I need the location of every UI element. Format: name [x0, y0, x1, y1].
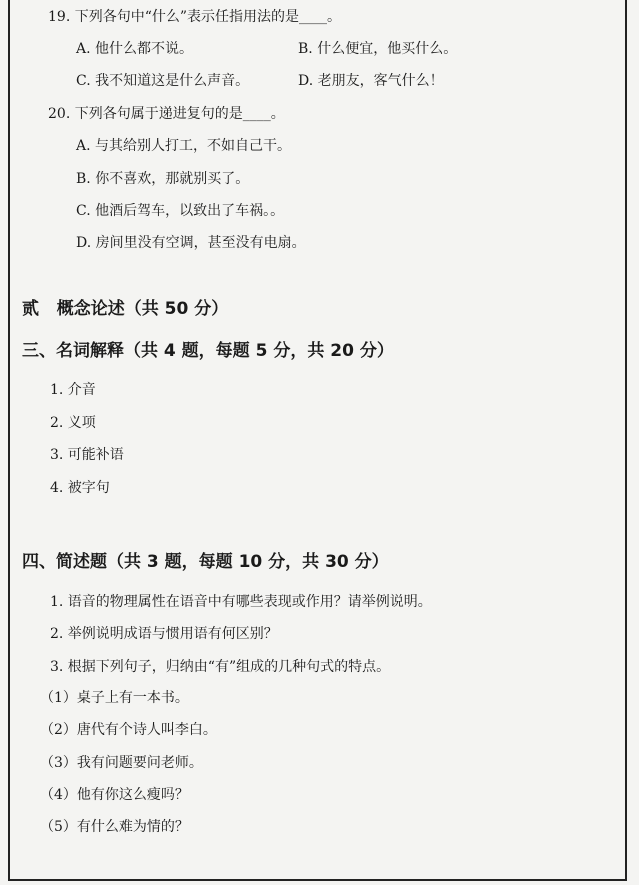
section3-item-4: 4. 被字句: [50, 480, 110, 496]
section4-item-1: 1. 语音的物理属性在语音中有哪些表现或作用？请举例说明。: [50, 594, 432, 610]
section4-subitem-1: （1）桌子上有一本书。: [40, 690, 189, 706]
section4-item-3: 3. 根据下列句子，归纳由“有”组成的几种句式的特点。: [50, 659, 391, 675]
q19-option-b: B. 什么便宜，他买什么。: [298, 41, 458, 57]
section4-title: 四、简述题（共 3 题，每题 10 分，共 30 分）: [22, 552, 389, 572]
page-frame: [8, 0, 627, 881]
section4-subitem-4: （4）他有你这么瘦吗？: [40, 787, 189, 803]
section3-item-1: 1. 介音: [50, 382, 96, 398]
q19-option-a: A. 他什么都不说。: [76, 41, 194, 57]
q20-option-c: C. 他酒后驾车，以致出了车祸。。: [76, 203, 285, 219]
section4-subitem-2: （2）唐代有个诗人叫李白。: [40, 722, 217, 738]
q20-stem: 20. 下列各句属于递进复句的是____。: [48, 106, 285, 122]
part2-title: 贰 概念论述（共 50 分）: [22, 299, 229, 319]
q20-option-d: D. 房间里没有空调，甚至没有电扇。: [76, 235, 306, 251]
section3-item-3: 3. 可能补语: [50, 447, 124, 463]
q20-option-b: B. 你不喜欢，那就别买了。: [76, 171, 250, 187]
section3-item-2: 2. 义项: [50, 415, 96, 431]
q19-option-d: D. 老朋友，客气什么！: [298, 73, 444, 89]
section4-subitem-3: （3）我有问题要问老师。: [40, 755, 203, 771]
q19-option-c: C. 我不知道这是什么声音。: [76, 73, 250, 89]
section3-title: 三、名词解释（共 4 题，每题 5 分，共 20 分）: [22, 341, 394, 361]
section4-item-2: 2. 举例说明成语与惯用语有何区别？: [50, 626, 278, 642]
section4-subitem-5: （5）有什么难为情的？: [40, 819, 189, 835]
q20-option-a: A. 与其给别人打工，不如自己干。: [76, 138, 292, 154]
q19-stem: 19. 下列各句中“什么”表示任指用法的是____。: [48, 9, 342, 25]
